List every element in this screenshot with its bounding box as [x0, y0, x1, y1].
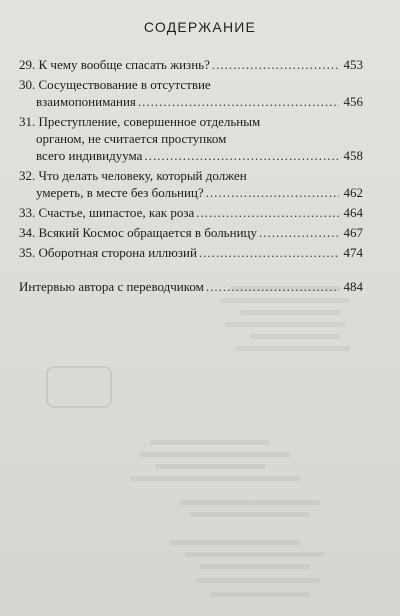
toc-entry-title: 32. Что делать человеку, который должен	[19, 168, 247, 183]
dot-leader	[212, 56, 339, 73]
dot-leader	[259, 224, 339, 241]
dot-leader	[206, 184, 339, 201]
dot-leader	[138, 93, 339, 110]
contents-heading: СОДЕРЖАНИЕ	[143, 19, 257, 35]
toc-page-number: 453	[343, 57, 363, 72]
toc-entry-35[interactable]	[19, 244, 363, 261]
table-of-contents	[19, 56, 363, 295]
toc-entry-34[interactable]	[19, 224, 363, 241]
toc-page-number: 458	[343, 148, 363, 163]
toc-entry-31[interactable]	[19, 113, 363, 164]
dot-leader	[199, 244, 339, 261]
toc-entry-title: 29. К чему вообще спасать жизнь?	[19, 57, 210, 72]
toc-entry-title-continued: взаимопонимания	[36, 94, 136, 109]
toc-entry-30[interactable]	[19, 76, 363, 110]
dot-leader	[196, 204, 339, 221]
toc-entry-title: 30. Сосуществование в отсутствие	[19, 77, 211, 92]
toc-page-number: 474	[343, 245, 363, 260]
toc-page-number: 484	[343, 279, 363, 294]
toc-entry-interview[interactable]	[19, 278, 363, 295]
toc-entry-title-continued: органом, не считается проступком	[36, 131, 227, 146]
toc-page-number: 456	[343, 94, 363, 109]
toc-page-number: 467	[343, 225, 363, 240]
toc-entry-33[interactable]	[19, 204, 363, 221]
toc-page-number: 462	[343, 185, 363, 200]
dot-leader	[144, 147, 339, 164]
toc-page-number: 464	[343, 205, 363, 220]
toc-entry-title: Интервью автора с переводчиком	[19, 279, 204, 294]
toc-entry-title: 31. Преступление, совершенное отдельным	[19, 114, 261, 129]
toc-entry-title: 33. Счастье, шипастое, как роза	[19, 205, 195, 220]
toc-entry-29[interactable]	[19, 56, 363, 73]
toc-entry-32[interactable]	[19, 167, 363, 201]
toc-entry-title-continued: всего индивидуума	[36, 148, 143, 163]
toc-entry-title: 35. Оборотная сторона иллюзий	[19, 245, 197, 260]
dot-leader	[206, 278, 339, 295]
toc-entry-title-continued: умереть, в месте без больниц?	[36, 185, 204, 200]
toc-entry-title: 34. Всякий Космос обращается в больницу	[19, 225, 257, 240]
age-rating-bleed-through-image	[46, 366, 112, 408]
